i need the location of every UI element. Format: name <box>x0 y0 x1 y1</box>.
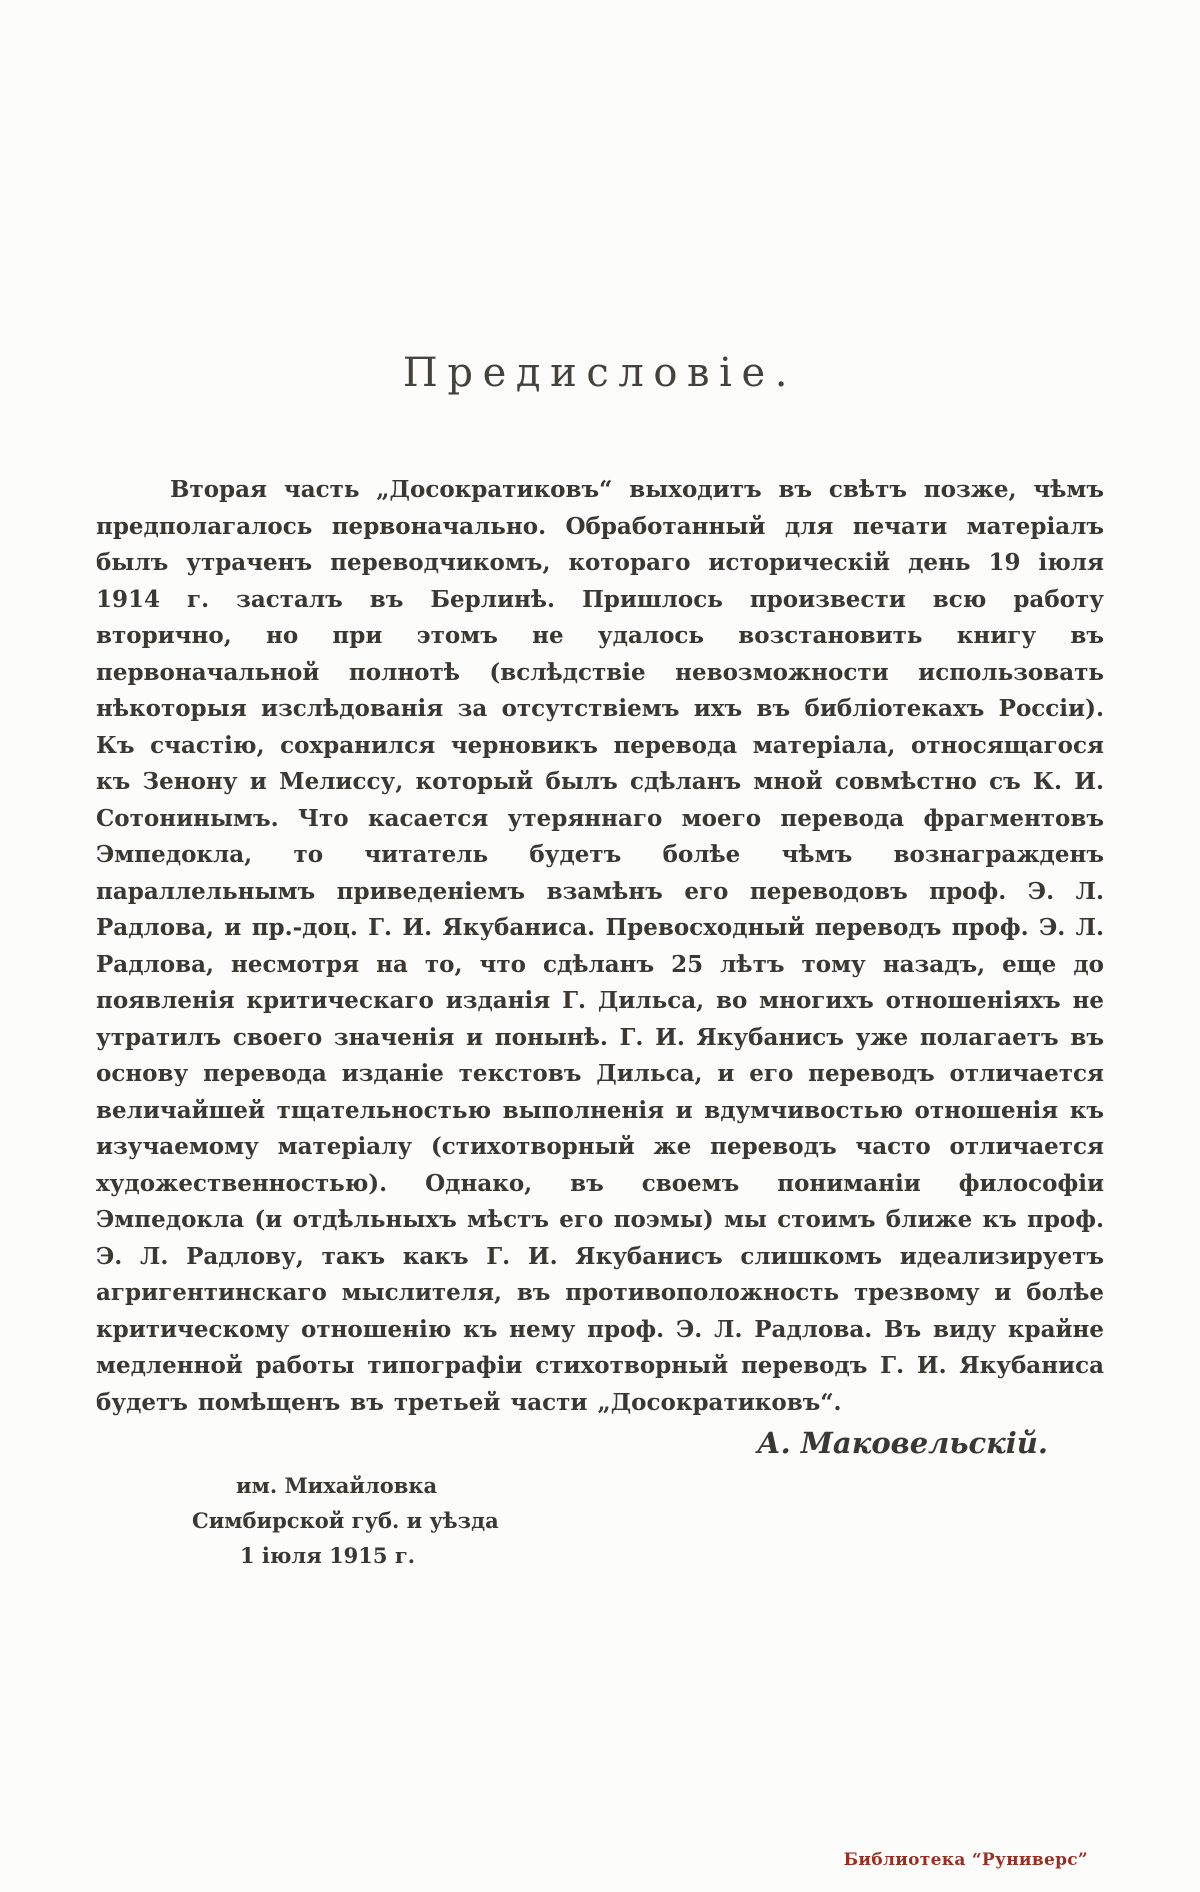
dateline-date: 1 іюля 1915 г. <box>240 1543 416 1568</box>
preface-paragraph: Вторая часть „Досократиковъ“ выходитъ въ свѣтъ позже, чѣмъ предполагалось первоначально. Обработанный для печати матеріалъ былъ утраченъ переводчикомъ, котораго историческій день 19 іюля 1914 г. засталъ въ Берлинѣ. Пришлось произвести всю работу вторично, но при этомъ не удалось возстановить книгу въ первоначальной полнотѣ (вслѣдствіе невозможности использовать нѣкоторыя изслѣдованія за отсутствіемъ ихъ въ библіотекахъ Россіи). Къ счастію, сохранился черновикъ перевода матеріала, относящагося къ Зенону и Мелиссу, который былъ сдѣланъ мной совмѣстно съ К. И. Сотонинымъ. Что касается утеряннаго моего перевода фрагментовъ Эмпедокла, то читатель будетъ болѣе чѣмъ вознагражденъ параллельнымъ приведеніемъ взамѣнъ его переводовъ проф. Э. Л. Радлова, и пр.-доц. Г. И. Якубаниса. Превосходный переводъ проф. Э. Л. Радлова, несмотря на то, что сдѣланъ 25 лѣтъ тому назадъ, еще до появленія критическаго изданія Г. Дильса, во многихъ отношеніяхъ не утратилъ своего значенія и понынѣ. Г. И. Якубанисъ уже полагаетъ въ основу перевода изданіе текстовъ Дильса, и его переводъ отличается величайшей тщательностью выполненія и вдумчивостью отношенія къ изучаемому матеріалу (стихотворный же переводъ часто отличается художественностью). Однако, въ своемъ пониманіи философіи Эмпедокла (и отдѣльныхъ мѣстъ его поэмы) мы стоимъ ближе къ проф. Э. Л. Радлову, такъ какъ Г. И. Якубанисъ слишкомъ идеализируетъ агригентинскаго мыслителя, въ противоположность трезвому и болѣе критическому отношенію къ нему проф. Э. Л. Радлова. Въ виду крайне медленной работы типографіи стихотворный переводъ Г. И. Якубаниса будетъ помѣщенъ въ третьей части „Досократиковъ“. <box>96 476 1104 1416</box>
dateline-province: Симбирской губ. и уѣзда <box>192 1508 499 1533</box>
page-title: Предисловіе. <box>402 350 798 396</box>
dateline-estate: им. Михайловка <box>236 1473 438 1498</box>
library-watermark: Библиотека “Руниверс” <box>843 1850 1088 1870</box>
author-signature: А. Маковельскій. <box>756 1426 1048 1460</box>
dateline-block <box>192 1468 499 1573</box>
